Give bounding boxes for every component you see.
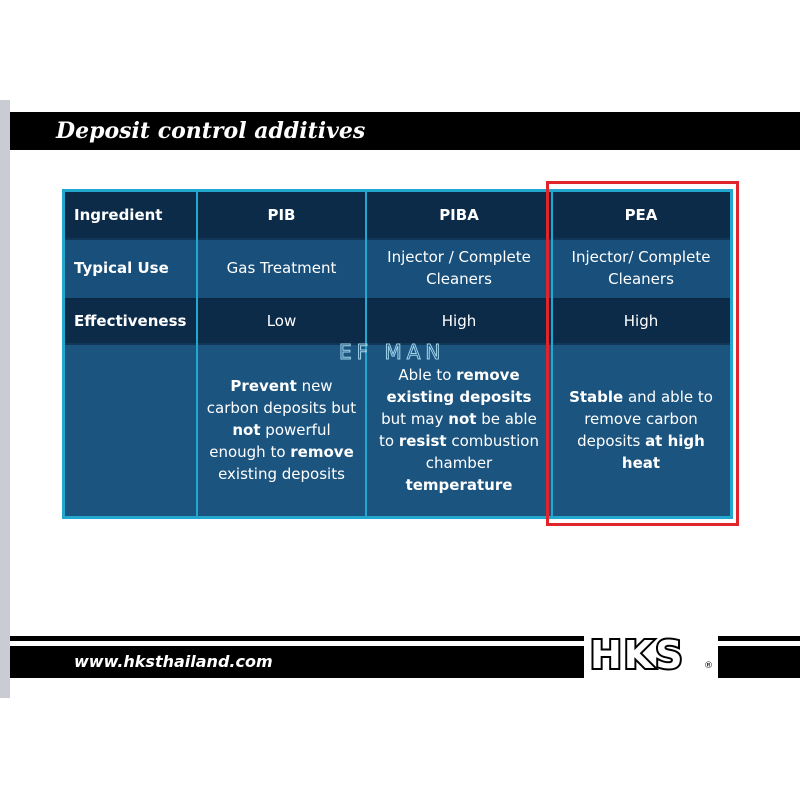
left-edge-bar <box>0 100 10 698</box>
effectiveness-pea: High <box>623 311 659 330</box>
row-label-typical-use: Typical Use <box>74 259 169 277</box>
effectiveness-pib: Low <box>266 311 297 330</box>
header-ingredient: Ingredient <box>74 206 163 224</box>
description-piba: Able to remove existing deposits but may not be able to resist combustion chamber temperature <box>379 365 539 494</box>
row-label-effectiveness: Effectiveness <box>74 311 187 330</box>
hks-logo-text: HKS <box>590 633 685 677</box>
description-label-empty <box>65 343 197 516</box>
registered-mark: ® <box>704 661 713 671</box>
slide <box>10 100 800 698</box>
description-pea: Stable and able to remove carbon deposits at high heat <box>569 387 713 472</box>
hks-logo <box>584 629 718 681</box>
footer-url: www.hksthailand.com <box>74 652 273 671</box>
title-bar <box>10 112 800 150</box>
typical-use-pea: Injector/ Complete Cleaners <box>571 248 711 288</box>
header-pea: PEA <box>624 206 658 224</box>
header-pib: PIB <box>267 206 296 224</box>
column-divider <box>196 192 198 516</box>
pea-highlight-box <box>546 181 739 526</box>
header-piba: PIBA <box>439 206 479 224</box>
slide-title: Deposit control additives <box>56 118 366 144</box>
typical-use-pib: Gas Treatment <box>226 259 337 277</box>
watermark: EF MAN <box>339 340 446 364</box>
description-pib: Prevent new carbon deposits but not powerful enough to remove existing deposits <box>206 376 357 483</box>
typical-use-piba: Injector / Complete Cleaners <box>387 248 531 288</box>
effectiveness-piba: High <box>441 311 477 330</box>
